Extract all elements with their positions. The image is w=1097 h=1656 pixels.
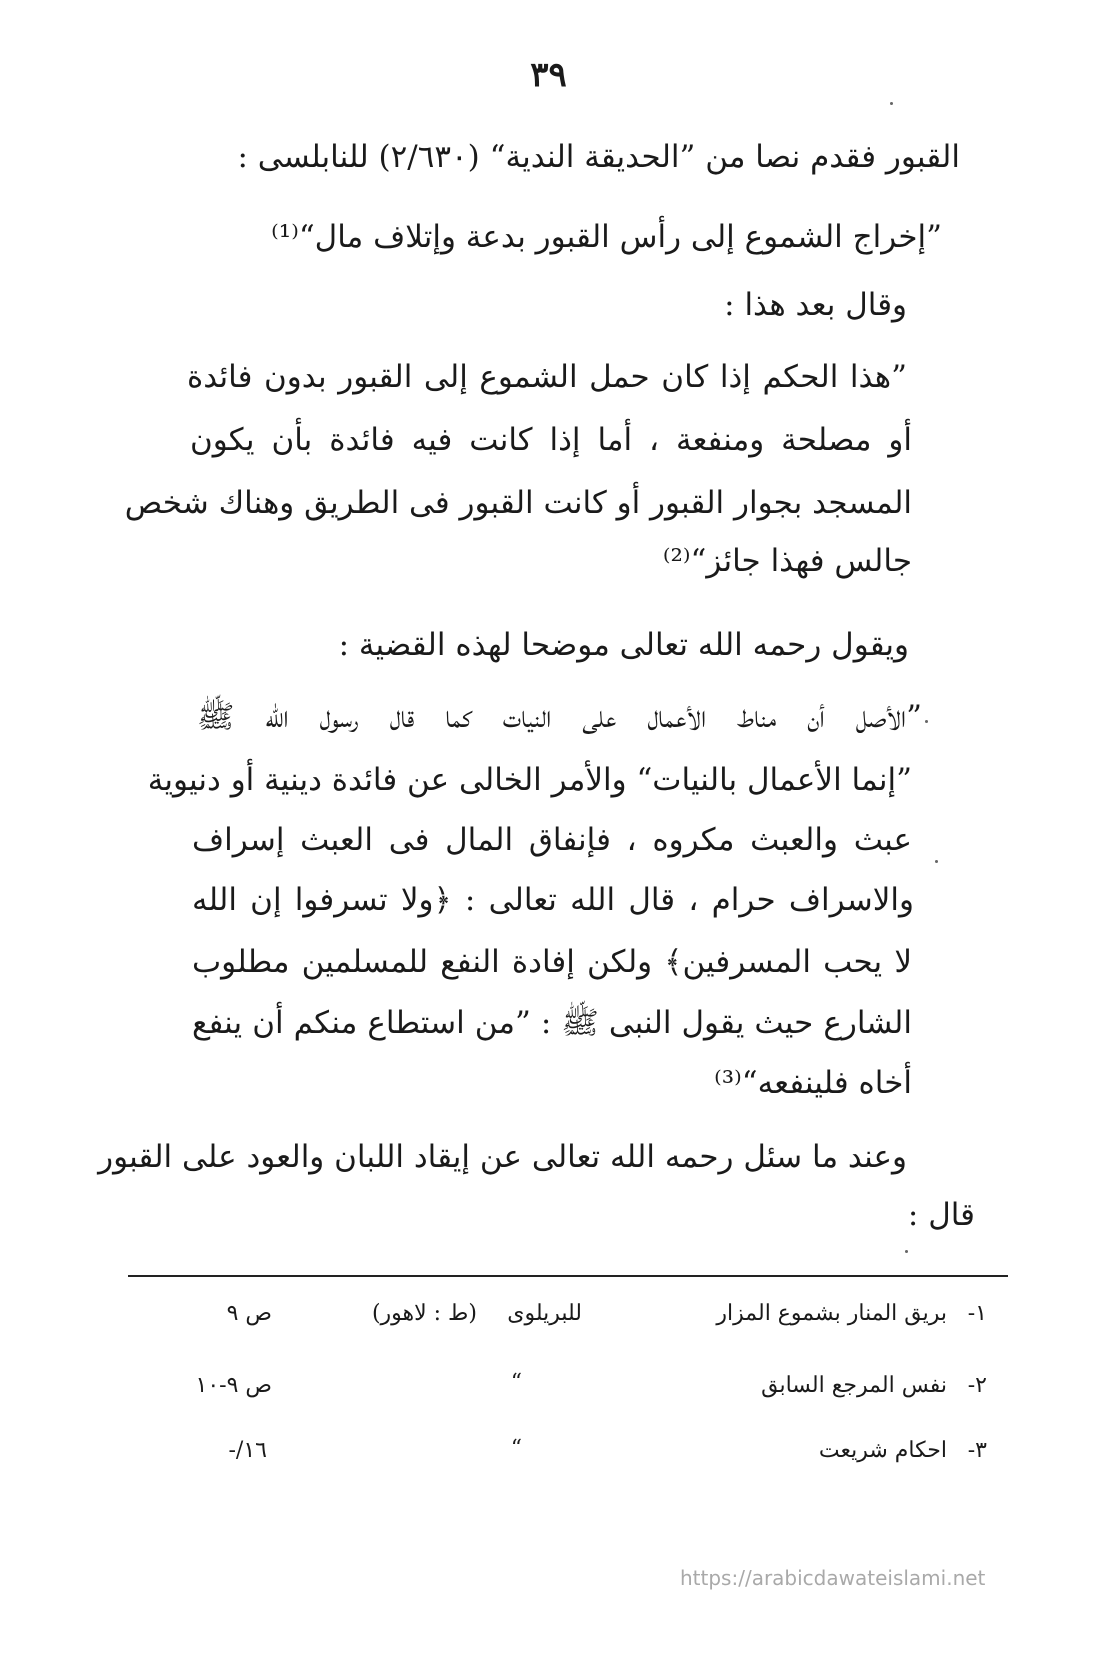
body-line: وقال بعد هذا : xyxy=(724,287,907,323)
footnote-title: بريق المنار بشموع المزار xyxy=(716,1301,947,1326)
scan-speck xyxy=(925,720,928,723)
quote-line: ”إنما الأعمال بالنيات“ والأمر الخالى عن فائدة دينية أو دنيوية xyxy=(147,762,912,798)
body-line: القبور فقدم نصا من ”الحديقة الندية“ (٢/٦٣٠) للنابلسى : xyxy=(237,139,960,175)
quote-line: عبث والعبث مكروه ، فإنفاق المال فى العبث إسراف xyxy=(192,822,912,858)
scan-speck xyxy=(905,1250,908,1253)
quote-line: لا يحب المسرفين﴾ ولكن إفادة النفع للمسلمين مطلوب xyxy=(192,944,912,980)
quote-line: ”هذا الحكم إذا كان حمل الشموع إلى القبور بدون فائدة xyxy=(187,359,907,395)
footnote-edition: (ط : لاهور) xyxy=(371,1301,477,1326)
quote-line: أو مصلحة ومنفعة ، أما إذا كانت فيه فائدة بأن يكون xyxy=(190,422,912,458)
quote-line: ”إخراج الشموع إلى رأس القبور بدعة وإتلاف مال“⁽¹⁾ xyxy=(271,219,942,255)
page-number: ٣٩ xyxy=(530,55,567,95)
footnote-number: ١- xyxy=(967,1301,987,1326)
quote-line: جالس فهذا جائز“⁽²⁾ xyxy=(662,543,912,579)
body-line: ويقول رحمه الله تعالى موضحا لهذه القضية : xyxy=(338,627,909,663)
footnote-ditto: “ xyxy=(510,1370,522,1395)
footnote-title: نفس المرجع السابق xyxy=(761,1373,947,1398)
quote-line: والاسراف حرام ، قال الله تعالى : ﴿ولا تسرفوا إن الله xyxy=(192,882,914,918)
footnote-separator xyxy=(128,1275,1008,1277)
footnote-author: للبريلوى xyxy=(507,1301,582,1326)
quote-line: المسجد بجوار القبور أو كانت القبور فى الطريق وهناك شخص xyxy=(124,485,912,521)
footnote-page: ص ٩-١٠ xyxy=(195,1373,272,1398)
quote-line: ”الأصل أن مناط الأعمال على النيات كما قال رسول الله ﷺ xyxy=(197,699,922,735)
scan-speck xyxy=(890,102,893,105)
scan-speck xyxy=(935,860,938,863)
body-line: قال : xyxy=(907,1197,975,1233)
body-line: وعند ما سئل رحمه الله تعالى عن إيقاد اللبان والعود على القبور xyxy=(98,1139,907,1175)
footnote-number: ٣- xyxy=(967,1438,987,1463)
footnote-ditto: “ xyxy=(510,1436,522,1461)
quote-line: أخاه فلينفعه“⁽³⁾ xyxy=(714,1065,912,1101)
footnote-page: ١٦/- xyxy=(228,1438,267,1463)
watermark-url: https://arabicdawateislami.net xyxy=(680,1566,986,1590)
footnote-title: احكام شريعت xyxy=(818,1438,947,1463)
quote-line: الشارع حيث يقول النبى ﷺ : ”من استطاع منكم أن ينفع xyxy=(192,1005,912,1041)
footnote-number: ٢- xyxy=(967,1373,987,1398)
footnote-page: ص ٩ xyxy=(226,1301,272,1326)
